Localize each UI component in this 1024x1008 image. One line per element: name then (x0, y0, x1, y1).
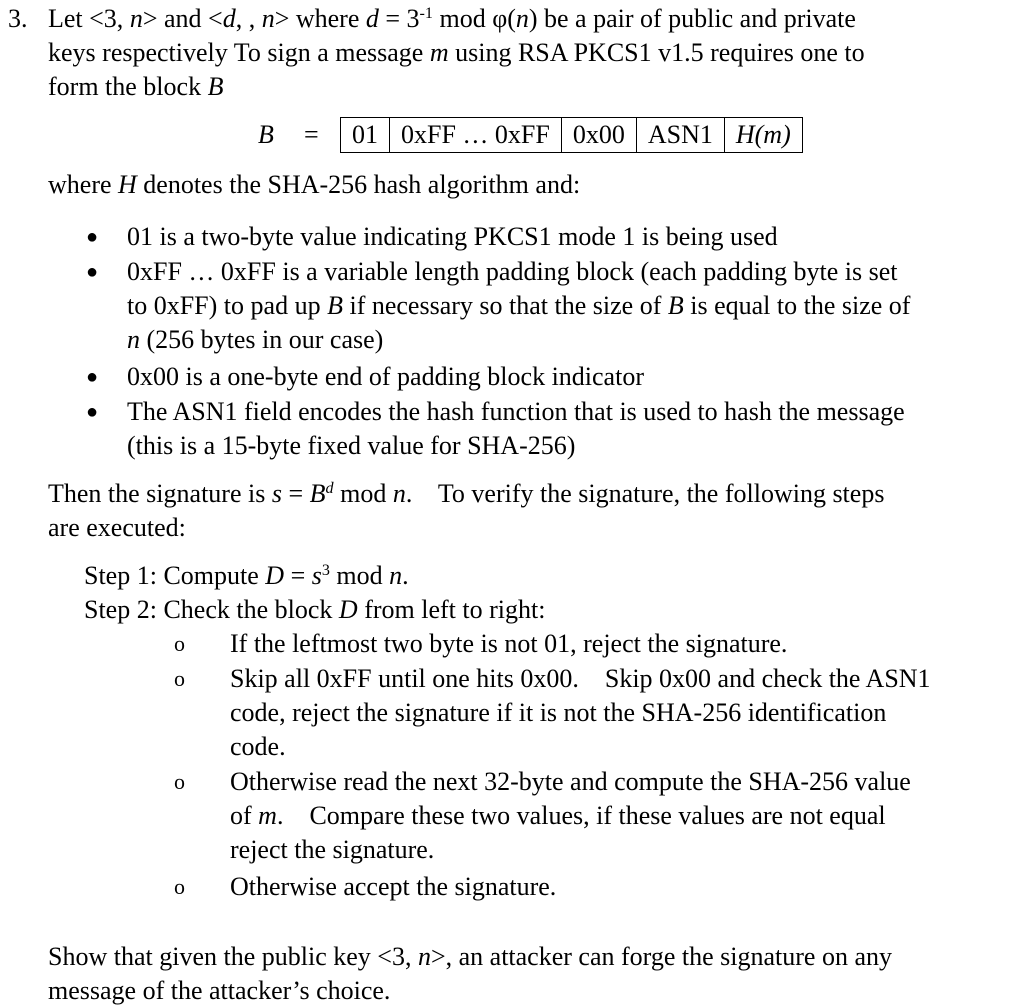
block-cell-asn1: ASN1 (637, 118, 725, 152)
intro-line-2: keys respectively To sign a message m using RSA PKCS1 v1.5 requires one to (48, 38, 865, 67)
substep-3-line-3: reject the signature. (230, 835, 435, 864)
block-equals: = (304, 120, 319, 149)
signature-line-1: Then the signature is $s = B^d$ mod n. To verify the signature, the following steps (48, 479, 885, 508)
bullet-4-line-2: (this is a 15-byte fixed value for SHA-256) (127, 431, 576, 460)
bullet-2-line-2: to 0xFF) to pad up B if necessary so that the size of B is equal to the size of (127, 291, 911, 320)
substep-2-line-3: code. (230, 732, 286, 761)
question-number: 3. (8, 4, 28, 33)
circle-bullet-icon: o (174, 666, 185, 691)
bullet-2-line-3: n (256 bytes in our case) (127, 325, 384, 354)
signature-line-2: are executed: (48, 513, 186, 542)
step-1: Step 1: Compute $D = s^3$ mod n. (84, 561, 409, 590)
circle-bullet-icon: o (174, 631, 185, 656)
substep-4: Otherwise accept the signature. (230, 872, 557, 901)
final-line-1: Show that given the public key <3, n>, an attacker can forge the signature on any (48, 942, 892, 971)
step-2: Step 2: Check the block D from left to right: (84, 595, 546, 624)
bullet-icon: ● (86, 401, 99, 423)
bullet-4-line-1: The ASN1 field encodes the hash function that is used to hash the message (127, 397, 905, 426)
bullet-icon: ● (86, 226, 99, 248)
substep-2-line-1: Skip all 0xFF until one hits 0x00. Skip 0x00 and check the ASN1 (230, 664, 931, 693)
final-line-2: message of the attacker’s choice. (48, 976, 391, 1005)
circle-bullet-icon: o (174, 874, 185, 899)
intro-line-1: Let <3, n> and <d, , n> where $d = 3^{-1}$ mod φ(n) be a pair of public and private (48, 4, 856, 33)
bullet-3: 0x00 is a one-byte end of padding block indicator (127, 362, 644, 391)
circle-bullet-icon: o (174, 769, 185, 794)
substep-1: If the leftmost two byte is not 01, reject the signature. (230, 629, 788, 658)
block-cells (340, 117, 803, 153)
block-label: B (258, 120, 274, 149)
substep-3-line-1: Otherwise read the next 32-byte and compute the SHA-256 value (230, 767, 911, 796)
block-cell-01: 01 (341, 118, 390, 152)
block-cell-padding: 0xFF … 0xFF (390, 118, 562, 152)
block-b-diagram (258, 117, 803, 153)
substep-2-line-2: code, reject the signature if it is not the SHA-256 identification (230, 698, 887, 727)
substep-3-line-2: of m. Compare these two values, if these values are not equal (230, 801, 886, 830)
bullet-icon: ● (86, 261, 99, 283)
bullet-1: 01 is a two-byte value indicating PKCS1 mode 1 is being used (127, 222, 778, 251)
block-cell-hash: H(m) (735, 120, 791, 149)
bullet-icon: ● (86, 366, 99, 388)
bullet-2-line-1: 0xFF … 0xFF is a variable length padding block (each padding byte is set (127, 257, 898, 286)
where-line: where H denotes the SHA-256 hash algorithm and: (48, 170, 581, 199)
block-cell-0x00: 0x00 (562, 118, 637, 152)
intro-line-3: form the block B (48, 72, 224, 101)
